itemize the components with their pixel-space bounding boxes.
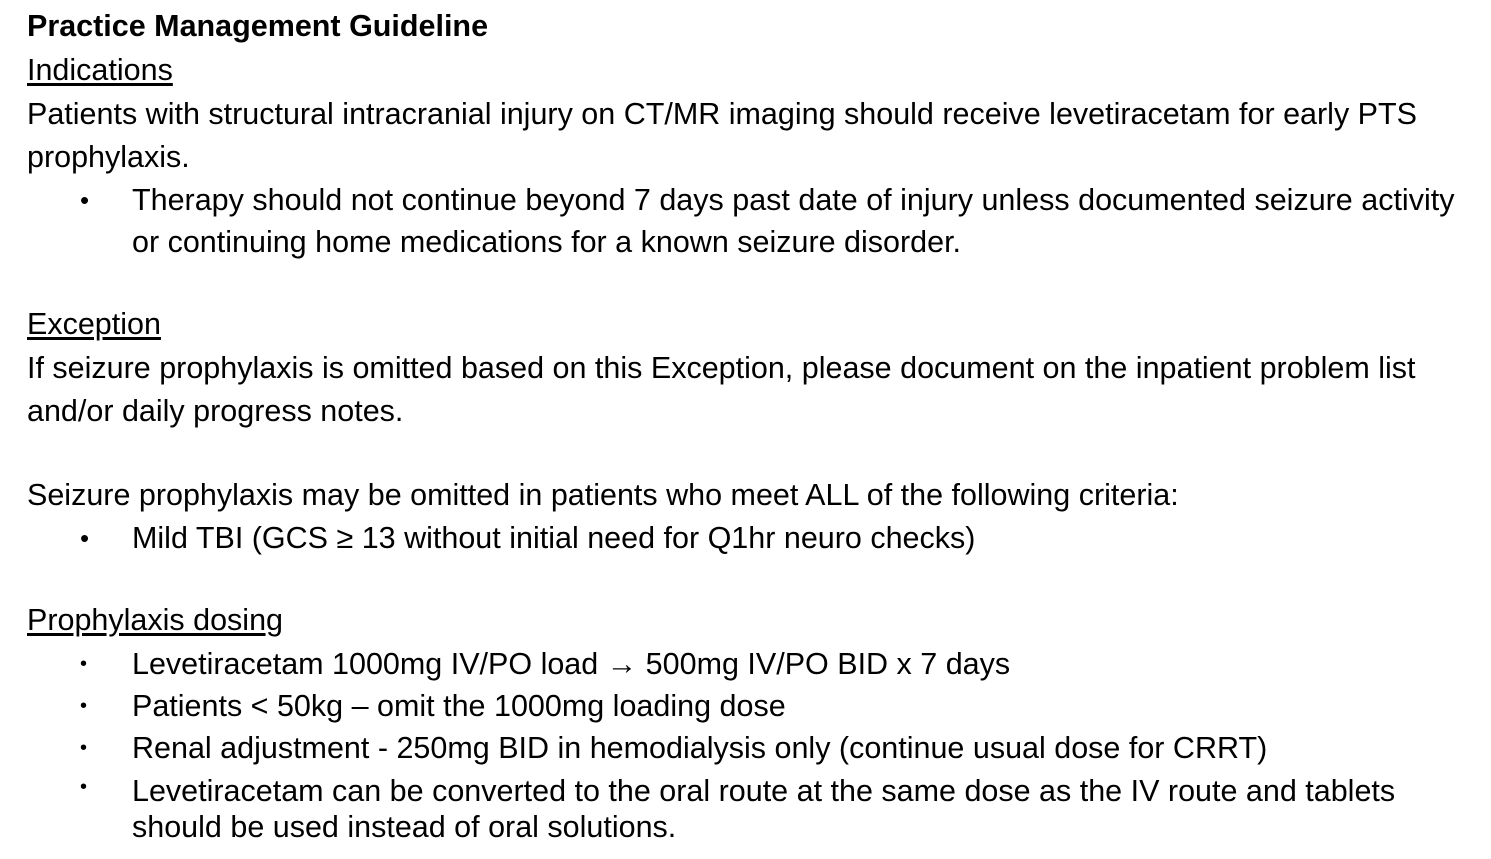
spacer [27, 559, 1477, 600]
guideline-document [27, 8, 1477, 845]
bullet-icon: • [80, 523, 90, 553]
list-item [27, 643, 1477, 685]
exception-heading: Exception [27, 307, 161, 341]
list-item-text: Therapy should not continue beyond 7 days past date of injury unless documented seizure activity or continuing home medications for a known seizure disorder. [132, 183, 1455, 259]
indications-section [27, 50, 1477, 263]
bullet-icon: • [80, 737, 88, 759]
list-item-text: Renal adjustment - 250mg BID in hemodialysis only (continue usual dose for CRRT) [132, 731, 1268, 765]
document-title: Practice Management Guideline [27, 9, 489, 43]
list-item-text: Levetiracetam can be converted to the oral route at the same dose as the IV route and tablets should be used instead of oral solutions. [132, 774, 1396, 844]
indications-bullet-list [27, 179, 1477, 263]
list-item-text: Mild TBI (GCS ≥ 13 without initial need for Q1hr neuro checks) [132, 521, 976, 555]
dosing-section [27, 600, 1477, 845]
list-item [27, 685, 1477, 727]
list-item [27, 727, 1477, 769]
exception-bullet-list [27, 517, 1477, 559]
spacer [27, 433, 1477, 474]
list-item [27, 179, 1477, 263]
list-item [27, 517, 1477, 559]
bullet-icon: • [80, 776, 88, 798]
bullet-icon: • [80, 653, 88, 675]
dosing-bullet-list [27, 643, 1477, 845]
dosing-heading: Prophylaxis dosing [27, 603, 284, 637]
indications-heading: Indications [27, 53, 173, 87]
exception-body: If seizure prophylaxis is omitted based on this Exception, please document on the inpatient problem list and/or daily progress notes. [27, 351, 1416, 428]
exception-criteria-intro: Seizure prophylaxis may be omitted in patients who meet ALL of the following criteria: [27, 478, 1179, 512]
indications-body: Patients with structural intracranial injury on CT/MR imaging should receive levetiracetam for early PTS prophylaxis. [27, 97, 1417, 174]
list-item-text: Patients < 50kg – omit the 1000mg loading dose [132, 689, 786, 723]
list-item-text: Levetiracetam 1000mg IV/PO load → 500mg IV/PO BID x 7 days [132, 647, 1011, 681]
spacer [27, 263, 1477, 304]
list-item [27, 769, 1477, 845]
bullet-icon: • [80, 185, 90, 215]
exception-section [27, 304, 1477, 559]
bullet-icon: • [80, 695, 88, 717]
